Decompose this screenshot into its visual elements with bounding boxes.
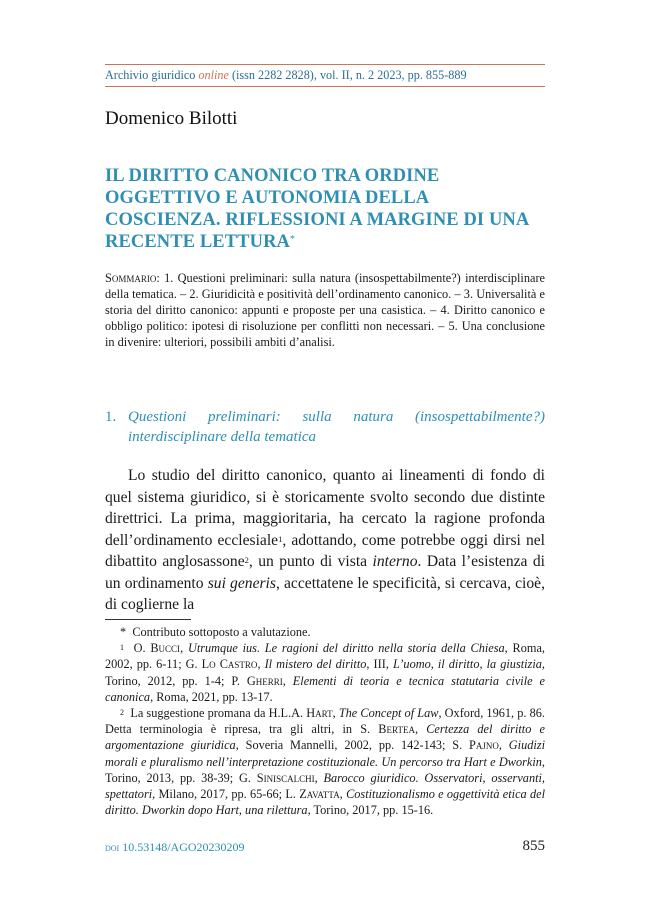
footnote-star [105, 624, 545, 640]
section-title: Questioni preliminari: sulla natura (insospettabilmente?) interdisciplinare della tematica [128, 409, 545, 445]
page-number: 855 [522, 838, 545, 854]
author-name: Domenico Bilotti [105, 108, 238, 129]
summary [105, 270, 545, 350]
header-rule-top [105, 64, 545, 65]
footnotes [105, 624, 545, 818]
journal-name: Archivio giuridico [105, 68, 196, 82]
footnote-1: $^1$ O. Bucci, Utrumque ius. Le ragioni del diritto nella storia della Chiesa, Roma, 2002, pp. 6-11; G. Lo Castro, Il mistero del diritto, III, L’uomo, il diritto, la giustizia, Torino, 2012, pp. 1-4; P. Gherri, Elementi di teoria e tecnica statutaria civile e canonica, Roma, 2021, pp. 13-17. [105, 641, 545, 704]
body-italic: sui generis [207, 574, 276, 592]
footnote-marker: 2 [120, 708, 124, 718]
body-italic: interno [372, 553, 418, 570]
body-paragraph [105, 465, 545, 616]
journal-online: online [198, 68, 229, 82]
journal-issue: (issn 2282 2828), vol. II, n. 2 2023, pp. 855-889 [231, 68, 467, 82]
summary-text: : 1. Questioni preliminari: sulla natura (insospettabilmente?) interdisciplinare della tematica. – 2. Giuridicità e positività dell’ordinamento canonico. – 3. Universalità e storia del diritto canonico: appunti e proposte per una casistica. – 4. Diritto canonico e obbligo politico: ipotesi di risoluzione per conflitti non necessari. – 5. Una conclusione in divenire: ulteriori, possibili ambiti d’analisi. [105, 271, 545, 349]
footnote-marker: 1 [120, 643, 124, 653]
article-title-text: IL DIRITTO CANONICO TRA ORDINE OGGETTIVO E AUTONOMIA DELLA COSCIENZA. RIFLESSIONI A MARGINE DI UNA RECENTE LETTURA [105, 166, 529, 252]
body-text-run: Lo studio del diritto canonico, quanto ai lineamenti di fondo di quel sistema giuridico, si è storicamente svolto secondo due distinte direttrici. La prima, maggioritaria, ha cercato la ragione profonda dell’ordinamento ecclesiale [105, 467, 545, 549]
body-text-run: , un punto di vista [248, 553, 373, 570]
body-text-run: , accettatene le specificità, si cercava, cioè, di coglierne la [105, 574, 545, 613]
title-footnote-marker[interactable]: * [290, 234, 296, 245]
summary-label: Sommario [105, 271, 157, 285]
section-number: 1. [105, 409, 117, 425]
doi-value: 10.53148/AGO20230209 [122, 840, 245, 854]
header-rule-bottom [105, 86, 545, 87]
footnote-ref-2[interactable]: 2 [244, 555, 249, 565]
article-title [105, 165, 545, 253]
doi-label: doi [105, 842, 120, 854]
body-text-run: , adottando, come potrebbe oggi dirsi nel dibattito anglosassone [105, 531, 545, 570]
section-heading [105, 407, 545, 447]
footnote-ref-1[interactable]: 1 [278, 533, 283, 544]
body-text-run: . Data l’esistenza di un ordinamento [105, 553, 545, 592]
journal-header [105, 68, 545, 83]
footnote-marker: * [120, 625, 127, 639]
footnote-2: $^2$ La suggestione promana da H.L.A. Hart, The Concept of Law, Oxford, 1961, p. 86. Detta terminologia è ripresa, tra gli altri, in S. Bertea, Certezza del diritto e argomentazione giuridica, Soveria Mannelli, 2002, pp. 142-143; S. Pajno, Giudizi morali e pluralismo nell’interpretazione costituzionale. Un percorso tra Hart e Dworkin, Torino, 2013, pp. 38-39; G. Siniscalchi, Barocco giuridico. Osservatori, osservanti, spettatori, Milano, 2017, pp. 65-66; L. Zavatta, Costituzionalismo e oggettività etica del diritto. Dworkin dopo Hart, una rilettura, Torino, 2017, pp. 15-16. [105, 706, 546, 818]
footnote-text: Contributo sottoposto a valutazione. [132, 625, 311, 639]
body-text [105, 465, 545, 616]
doi[interactable] [105, 840, 245, 855]
footnote-rule [105, 619, 191, 620]
